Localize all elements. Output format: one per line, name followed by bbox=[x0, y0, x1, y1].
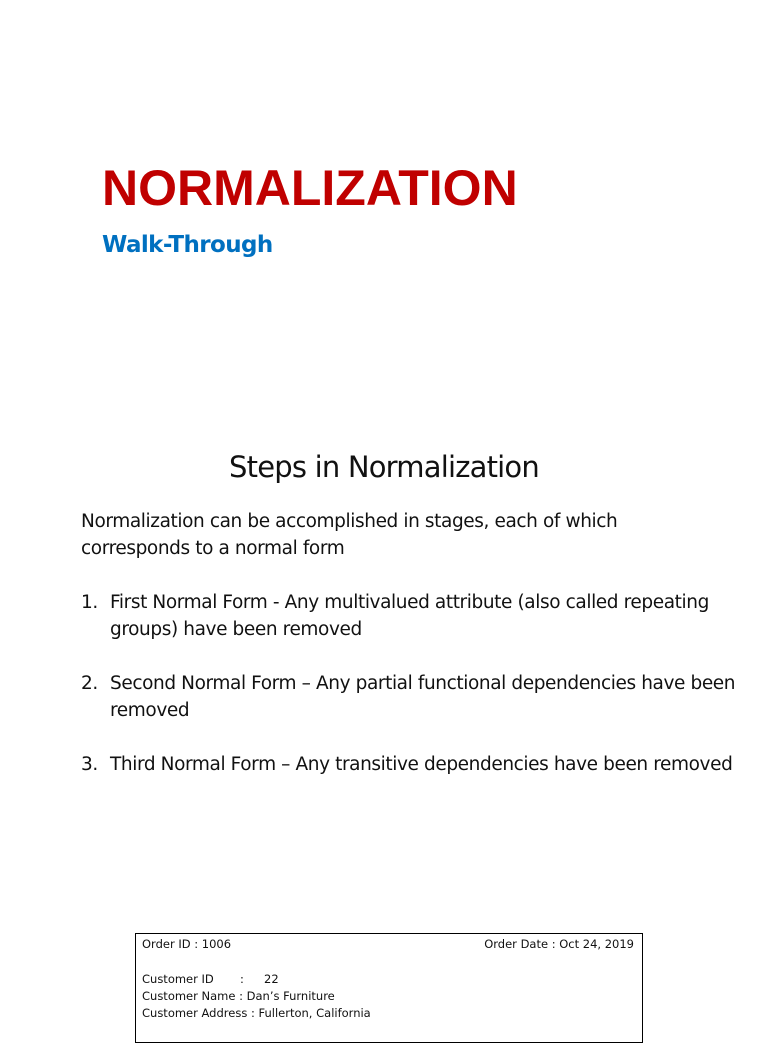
step-text: First Normal Form - Any multivalued attribute (also called repeating groups) have been removed bbox=[110, 592, 709, 640]
step-text: Third Normal Form – Any transitive dependencies have been removed bbox=[110, 754, 733, 775]
step-number: 2. bbox=[81, 673, 98, 694]
intro-paragraph: Normalization can be accomplished in stages, each of which corresponds to a normal form bbox=[81, 511, 618, 559]
step-text: Second Normal Form – Any partial functional dependencies have been removed bbox=[110, 673, 736, 721]
order-id: Order ID : 1006 bbox=[142, 937, 232, 951]
list-item bbox=[81, 589, 741, 643]
step-number: 3. bbox=[81, 754, 98, 775]
customer-id-label: Customer ID bbox=[142, 972, 214, 986]
step-number: 1. bbox=[81, 592, 98, 613]
customer-id bbox=[142, 971, 634, 988]
order-form bbox=[135, 933, 643, 1043]
page-subtitle: Walk-Through bbox=[102, 232, 273, 258]
customer-name: Customer Name : Dan’s Furniture bbox=[142, 989, 335, 1003]
section-title: Steps in Normalization bbox=[229, 450, 539, 484]
customer-id-separator: : bbox=[240, 972, 244, 986]
customer-id-value: 22 bbox=[264, 972, 279, 986]
steps-list bbox=[81, 589, 741, 805]
page-title: NORMALIZATION bbox=[102, 160, 518, 216]
list-item bbox=[81, 751, 741, 778]
order-date: Order Date : Oct 24, 2019 bbox=[484, 937, 634, 951]
list-item bbox=[81, 670, 741, 724]
customer-address: Customer Address : Fullerton, California bbox=[142, 1006, 371, 1020]
